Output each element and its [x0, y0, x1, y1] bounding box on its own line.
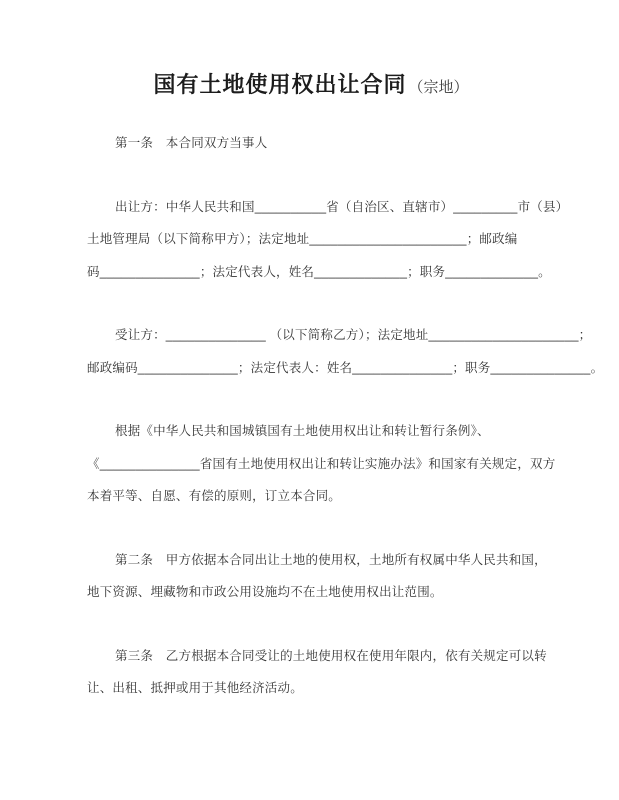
clause-2-line-1: 第二条 甲方依据本合同出让土地的使用权，土地所有权属中华人民共和国， — [115, 552, 547, 567]
party-b-paragraph — [87, 319, 604, 384]
clause-2-paragraph — [87, 544, 547, 609]
legal-basis-line-3: 本着平等、自愿、有偿的原则，订立本合同。 — [87, 489, 342, 503]
clause-1-heading — [87, 127, 535, 160]
clause-2-line-2: 地下资源、埋藏物和市政公用设施均不在土地使用权出让范围。 — [87, 585, 443, 599]
party-a-line-3: 码______________；法定代表人，姓名_____________；职务_____________。 — [87, 264, 551, 279]
document-title-suffix: （宗地） — [408, 79, 469, 96]
clause-3-line-2: 让、出租、抵押或用于其他经济活动。 — [87, 681, 303, 695]
party-a-paragraph — [87, 191, 569, 289]
legal-basis-paragraph — [87, 415, 556, 513]
party-a-line-2: 土地管理局（以下简称甲方）；法定地址______________________；邮政编 — [87, 232, 518, 246]
clause-3-paragraph — [87, 640, 547, 705]
clause-1-heading-text: 第一条 本合同双方当事人 — [115, 136, 268, 150]
party-a-line-1: 出让方：中华人民共和国__________省（自治区、直辖市）_________市（县） — [115, 199, 569, 214]
legal-basis-line-2: 《______________省国有土地使用权出让和转让实施办法》和国家有关规定，双方 — [87, 456, 556, 471]
clause-3-line-1: 第三条 乙方根据本合同受让的土地使用权在使用年限内，依有关规定可以转 — [115, 648, 547, 663]
document-title — [87, 66, 535, 104]
party-b-line-1: 受让方：______________ （以下简称乙方）；法定地址_____________________； — [115, 328, 592, 342]
document-title-main: 国有土地使用权出让合同 — [153, 72, 407, 97]
party-b-line-2: 邮政编码______________；法定代表人：姓名______________；职务______________。 — [87, 360, 604, 375]
legal-basis-line-1: 根据《中华人民共和国城镇国有土地使用权出让和转让暂行条例》、 — [115, 424, 490, 438]
